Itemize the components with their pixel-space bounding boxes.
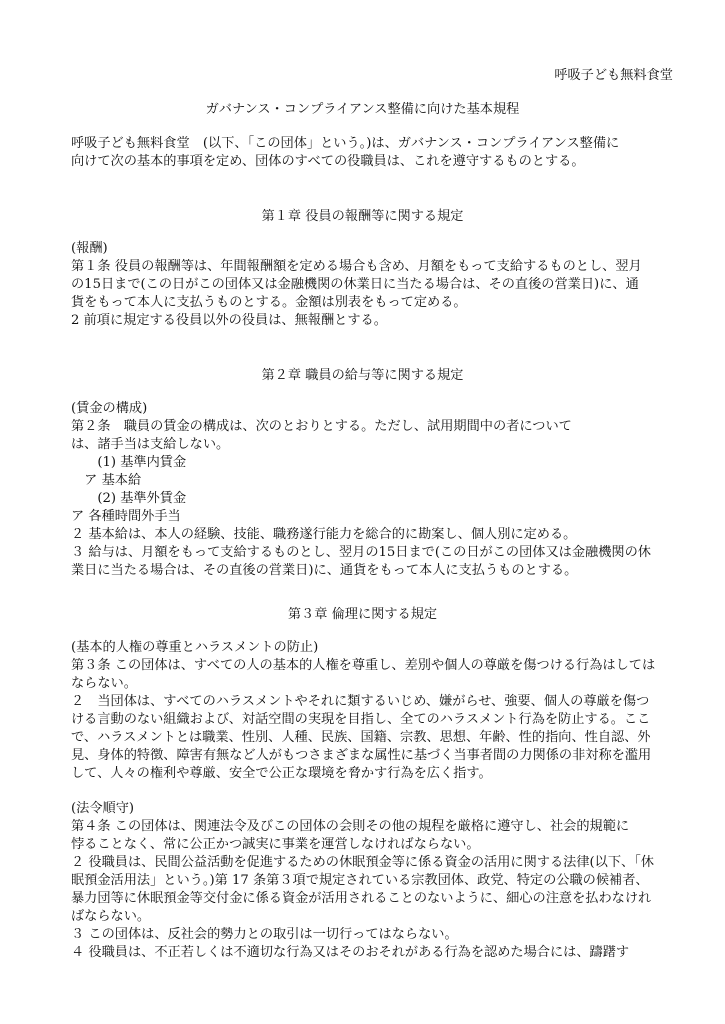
article-line: 第３条 この団体は、すべての人の基本的人権を尊重し、差別や個人の尊厳を傷つける行為はしては xyxy=(71,658,656,673)
article-line: の15日まで(この日がこの団体又は金融機関の休業日に当たる場合は、その直後の営業日)に、通 xyxy=(71,277,639,292)
article-line: ア 基本給 xyxy=(71,473,142,488)
article-line: は、諸手当は支給しない。 xyxy=(71,437,230,452)
organization-name: 呼吸子ども無料食堂 xyxy=(554,68,673,83)
article-line: ４ 役職員は、不正若しくは不適切な行為又はそのおそれがある行為を認めた場合には、躊躇す xyxy=(71,945,630,960)
article-line: ２ 基本給は、本人の経験、技能、職務遂行能力を総合的に勘案し、個人別に定める。 xyxy=(71,527,577,542)
chapter-heading: 第１章 役員の報酬等に関する規定 xyxy=(261,209,464,224)
preamble-line: 向けて次の基本的事項を定め、団体のすべての役職員は、これを遵守するものとする。 xyxy=(71,154,585,169)
chapter-heading: 第３章 倫理に関する規定 xyxy=(287,607,438,622)
article-line: 貨をもって本人に支払うものとする。金額は別表をもって定める。 xyxy=(71,295,467,310)
article-line: して、人々の権利や尊厳、安全で公正な環境を脅かす行為を広く指す。 xyxy=(71,766,492,781)
article-line: ならない。 xyxy=(71,676,137,691)
article-line: ３ 給与は、月額をもって支給するものとし、翌月の15日まで(この日がこの団体又は金融機関の休 xyxy=(71,545,651,560)
article-line: 悖ることなく、常に公正かつ誠実に事業を運営しなければならない。 xyxy=(71,837,480,852)
article-caption: (法令順守) xyxy=(71,801,135,816)
article-line: 見、身体的特徴、障害有無など人がもつさまざまな属性に基づく当事者間の力関係の非対称を濫用 xyxy=(71,748,652,763)
article-caption: (賃金の構成) xyxy=(71,401,148,416)
article-line: ２ 役職員は、民間公益活動を促進するための休眠預金等に係る資金の活用に関する法律(以下、「休 xyxy=(71,855,654,870)
document-title: ガバナンス・コンプライアンス整備に向けた基本規程 xyxy=(205,102,520,117)
article-line: ア 各種時間外手当 xyxy=(71,509,181,524)
article-caption: (基本的人権の尊重とハラスメントの防止) xyxy=(71,640,319,655)
article-line: 第２条 職員の賃金の構成は、次のとおりとする。ただし、試用期間中の者について xyxy=(71,419,572,434)
article-line: 暴力団等に休眠預金等交付金に係る資金が活用されることのないように、細心の注意を払わなけれ xyxy=(71,891,652,906)
article-line: ３ この団体は、反社会的勢力との取引は一切行ってはならない。 xyxy=(71,927,458,942)
article-line: ２ 当団体は、すべてのハラスメントやそれに類するいじめ、嫌がらせ、強要、個人の尊厳を傷つ xyxy=(71,694,650,709)
article-line: ばならない。 xyxy=(71,909,151,924)
article-caption: (報酬) xyxy=(71,241,108,256)
article-line: 2 前項に規定する役員以外の役員は、無報酬とする。 xyxy=(71,313,387,328)
article-line: ける言動のない組織および、対話空間の実現を目指し、全てのハラスメント行為を防止する。ここ xyxy=(71,712,651,727)
article-line: 業日に当たる場合は、その直後の営業日)に、通貨をもって本人に支払うものとする。 xyxy=(71,563,578,578)
preamble-line: 呼吸子ども無料食堂 (以下、「この団体」という。)は、ガバナンス・コンプライアンス整備に xyxy=(71,136,620,151)
article-line: で、ハラスメントとは職業、性別、人種、民族、国籍、宗教、思想、年齢、性的指向、性自認、外 xyxy=(71,730,651,745)
chapter-heading: 第２章 職員の給与等に関する規定 xyxy=(261,368,464,383)
article-line: 第１条 役員の報酬等は、年間報酬額を定める場合も含め、月額をもって支給するものとし、翌月 xyxy=(71,259,642,274)
article-line: (2) 基準外賃金 xyxy=(71,491,187,506)
article-line: 眠預金活用法」という。)第 17 条第３項で規定されている宗教団体、政党、特定の公職の候補者、 xyxy=(71,873,649,888)
article-line: (1) 基準内賃金 xyxy=(71,455,187,470)
article-line: 第４条 この団体は、関連法令及びこの団体の会則その他の規程を厳格に遵守し、社会的規範に xyxy=(71,819,630,834)
